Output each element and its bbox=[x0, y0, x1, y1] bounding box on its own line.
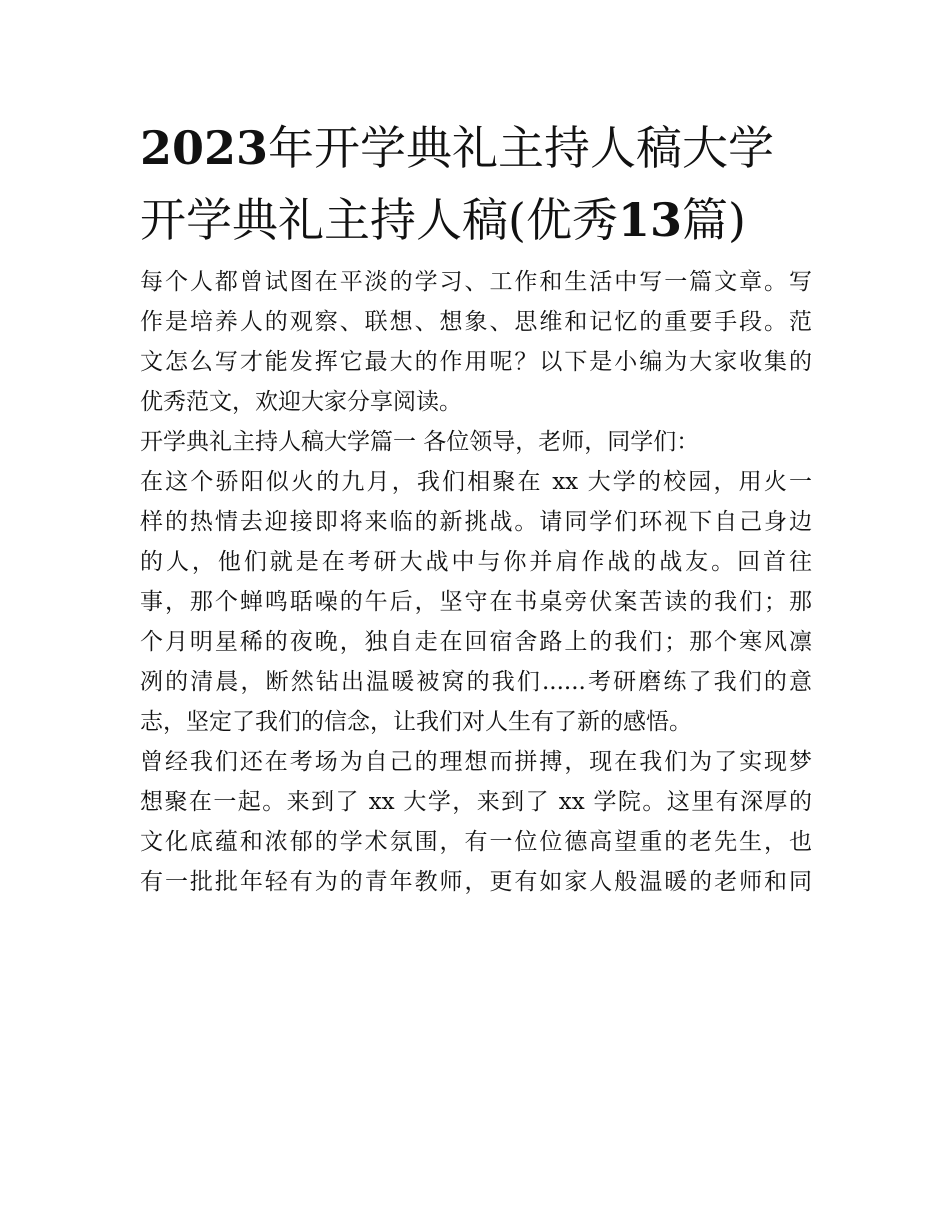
paragraph-line: 个月明星稀的夜晚，独自走在回宿舍路上的我们；那个寒风凛 bbox=[140, 629, 812, 655]
paragraph-line: 文怎么写才能发挥它最大的作用呢？以下是小编为大家收集的 bbox=[140, 349, 812, 375]
document-content bbox=[140, 112, 812, 902]
document-title bbox=[140, 112, 812, 256]
paragraph-line: 每个人都曾试图在平淡的学习、工作和生活中写一篇文章。写 bbox=[140, 269, 812, 295]
paragraph-line: 想聚在一起。来到了 xx 大学，来到了 xx 学院。这里有深厚的 bbox=[140, 789, 812, 815]
title-line-2-text-b: 篇) bbox=[681, 193, 746, 247]
paragraph-line: 曾经我们还在考场为自己的理想而拼搏，现在我们为了实现梦 bbox=[140, 749, 812, 775]
paragraph-line: 文化底蕴和浓郁的学术氛围，有一位位德高望重的老先生，也 bbox=[140, 829, 812, 855]
paragraph-intro bbox=[140, 262, 812, 422]
paragraph-line: 志，坚定了我们的信念，让我们对人生有了新的感悟。 bbox=[140, 709, 692, 735]
title-line-2-text-a: 开学典礼主持人稿(优秀 bbox=[140, 193, 618, 247]
title-year: 2023 bbox=[140, 121, 269, 175]
title-line-2 bbox=[140, 184, 812, 256]
paragraph-line: 样的热情去迎接即将来临的新挑战。请同学们环视下自己身边 bbox=[140, 509, 812, 535]
paragraph-line: 在这个骄阳似火的九月，我们相聚在 xx 大学的校园，用火一 bbox=[140, 469, 812, 495]
title-line-1-text: 年开学典礼主持人稿大学 bbox=[268, 121, 775, 175]
paragraph-line: 事，那个蝉鸣聒噪的午后，坚守在书桌旁伏案苦读的我们；那 bbox=[140, 589, 812, 615]
paragraph-section-heading bbox=[140, 422, 812, 462]
paragraph-line: 优秀范文，欢迎大家分享阅读。 bbox=[140, 389, 462, 415]
paragraph-line: 冽的清晨，断然钻出温暖被窝的我们......考研磨练了我们的意 bbox=[140, 669, 812, 695]
title-line-1 bbox=[140, 112, 812, 184]
paragraph-body-2 bbox=[140, 742, 812, 902]
paragraph-line: 开学典礼主持人稿大学篇一 各位领导，老师，同学们： bbox=[140, 429, 700, 455]
paragraph-line: 有一批批年轻有为的青年教师，更有如家人般温暖的老师和同 bbox=[140, 869, 812, 895]
paragraph-body-1 bbox=[140, 462, 812, 742]
paragraph-line: 作是培养人的观察、联想、想象、思维和记忆的重要手段。范 bbox=[140, 309, 812, 335]
title-count: 13 bbox=[617, 193, 682, 247]
paragraph-line: 的人，他们就是在考研大战中与你并肩作战的战友。回首往 bbox=[140, 549, 812, 575]
